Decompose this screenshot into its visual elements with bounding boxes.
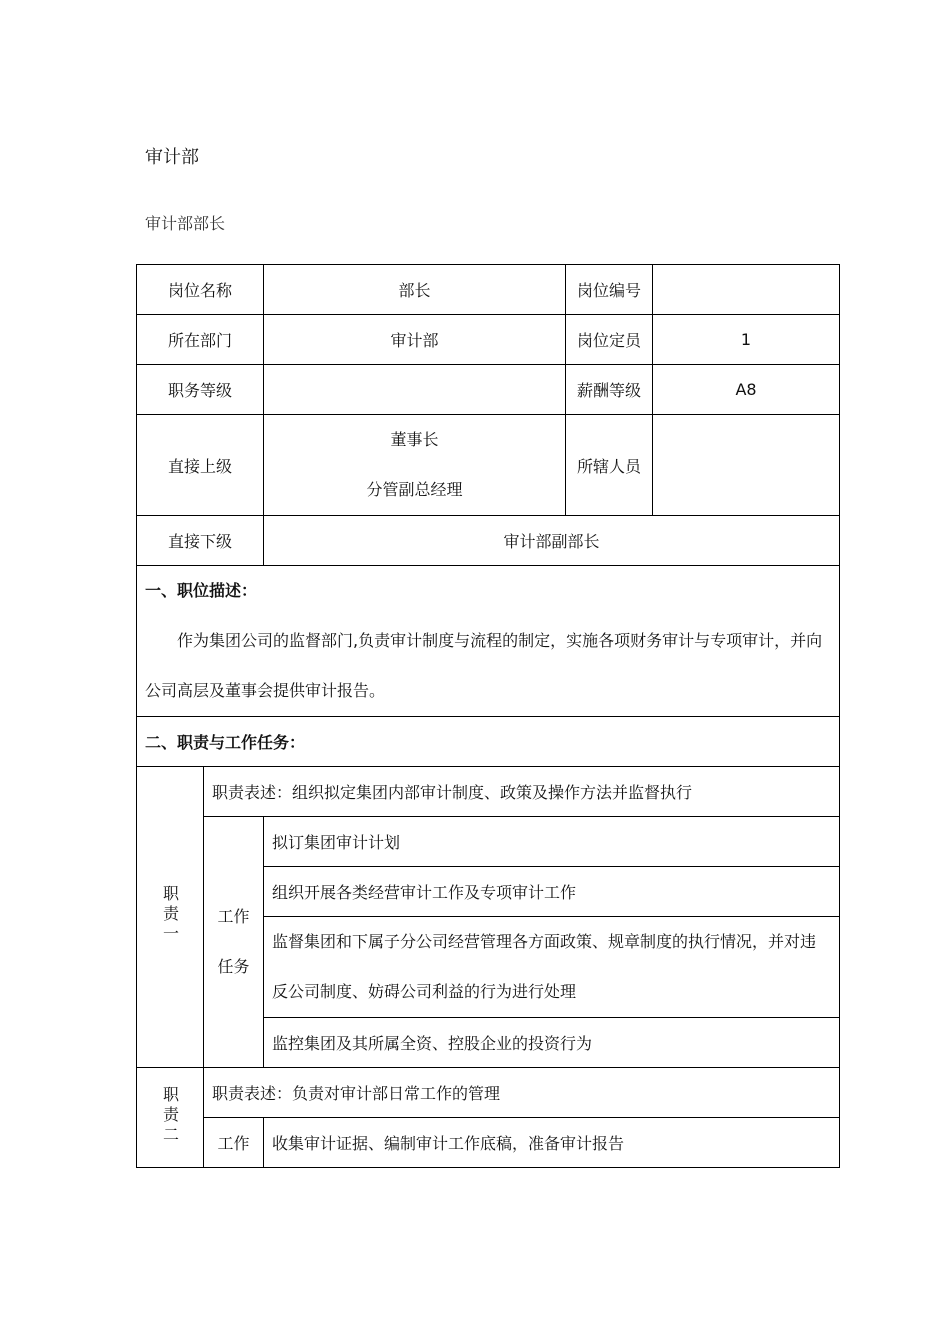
value-cell: A8 [653,365,840,415]
task-item: 拟订集团审计计划 [264,817,840,867]
table-row [137,717,840,767]
value-cell: 审计部副部长 [264,516,840,566]
page-title: 审计部 [145,147,199,168]
section-heading: 二、职责与工作任务： [137,717,840,767]
task-item: 收集审计证据、编制审计工作底稿，准备审计报告 [264,1118,840,1168]
value-cell [653,265,840,315]
value-cell: 部长 [264,265,566,315]
table-row [137,365,840,415]
label-cell: 直接上级 [137,415,264,516]
position-title: 审计部部长 [145,214,226,233]
table-row [137,566,840,717]
table-row [137,415,840,516]
value-cell [264,365,566,415]
duty-label: 职责二 [137,1068,204,1168]
table-row [137,516,840,566]
value-cell: 审计部 [264,315,566,365]
job-description-table [136,264,840,1168]
section-body: 作为集团公司的监督部门,负责审计制度与流程的制定，实施各项财务审计与专项审计，并向公司高层及董事会提供审计报告。 [145,631,823,700]
label-cell: 所辖人员 [566,415,653,516]
table-row [137,315,840,365]
value-cell [264,415,566,516]
supervisor-line: 分管副总经理 [366,480,463,499]
table-row [137,767,840,817]
supervisor-line: 董事长 [390,430,439,449]
section-heading: 一、职位描述： [145,581,258,600]
label-cell: 岗位名称 [137,265,264,315]
table-row [137,817,840,867]
table-row [137,1068,840,1118]
duty-label: 职责一 [137,767,204,1068]
value-cell: 1 [653,315,840,365]
task-item: 监控集团及其所属全资、控股企业的投资行为 [264,1018,840,1068]
task-label: 工作 任务 [204,817,264,1068]
label-cell: 所在部门 [137,315,264,365]
label-cell: 职务等级 [137,365,264,415]
table-row [137,265,840,315]
section-description [137,566,840,717]
duty-statement: 职责表述：负责对审计部日常工作的管理 [204,1068,840,1118]
duty-statement: 职责表述：组织拟定集团内部审计制度、政策及操作方法并监督执行 [204,767,840,817]
value-cell [653,415,840,516]
label-cell: 直接下级 [137,516,264,566]
label-cell: 岗位定员 [566,315,653,365]
task-item: 监督集团和下属子分公司经营管理各方面政策、规章制度的执行情况，并对违反公司制度、妨碍公司利益的行为进行处理 [264,917,840,1018]
label-cell: 薪酬等级 [566,365,653,415]
task-item: 组织开展各类经营审计工作及专项审计工作 [264,867,840,917]
table-row [137,1118,840,1168]
task-label: 工作 [204,1118,264,1168]
label-cell: 岗位编号 [566,265,653,315]
